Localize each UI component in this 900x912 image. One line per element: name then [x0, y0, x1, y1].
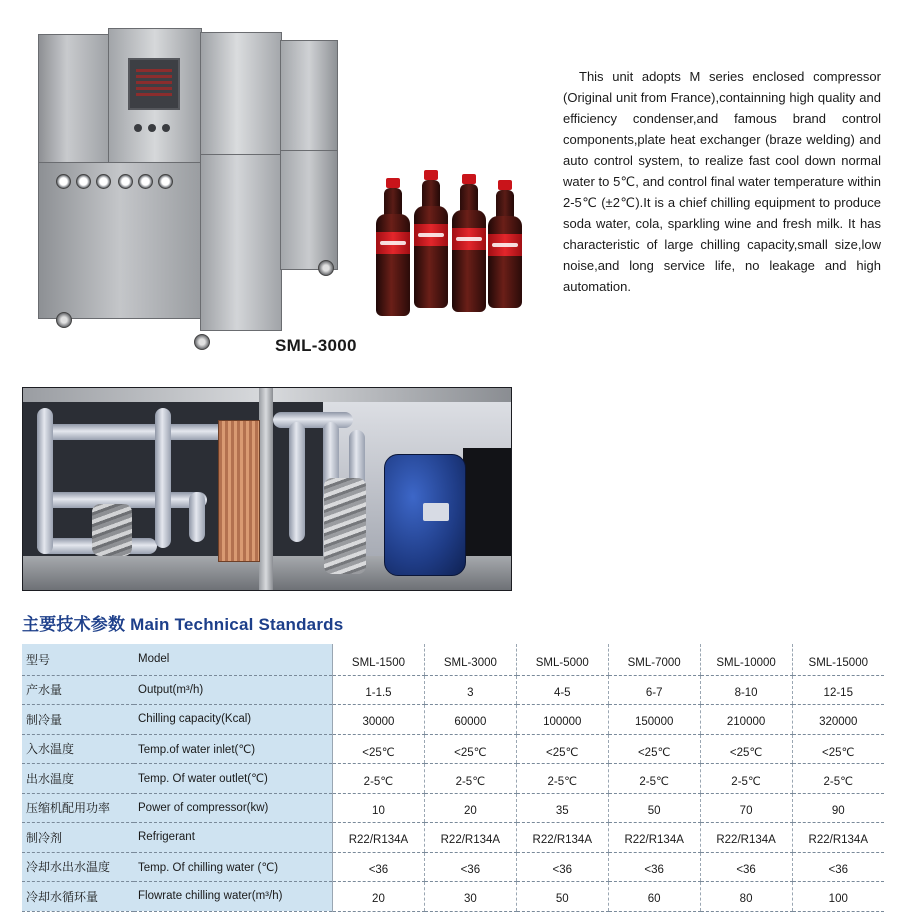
table-row	[22, 705, 884, 735]
cabinet-upper-side-panel	[200, 32, 282, 156]
table-cell: 50	[608, 793, 700, 823]
model-column-header: SML-15000	[792, 644, 884, 675]
table-cell: <25℃	[424, 734, 516, 764]
table-cell: 4-5	[516, 675, 608, 705]
table-cell: 2-5℃	[700, 764, 792, 794]
water-pipe	[189, 492, 205, 542]
insulated-pipe-icon	[92, 504, 132, 556]
insulated-pipe-icon	[324, 478, 366, 574]
table-cell: 320000	[792, 705, 884, 735]
table-cell: 3	[424, 675, 516, 705]
row-label-english: Chilling capacity(Kcal)	[134, 705, 333, 735]
table-cell: <36	[516, 852, 608, 882]
table-cell: 6-7	[608, 675, 700, 705]
pressure-gauge-icon	[138, 174, 153, 189]
table-cell: 10	[333, 793, 425, 823]
water-pipe	[289, 422, 305, 542]
table-heading: 主要技术参数 Main Technical Standards	[22, 615, 344, 634]
row-label-chinese: 冷却水出水温度	[22, 852, 134, 882]
table-cell: <36	[792, 852, 884, 882]
table-cell: 2-5℃	[608, 764, 700, 794]
table-cell: <25℃	[333, 734, 425, 764]
row-label-chinese: 型号	[22, 644, 134, 675]
frame-center-post	[259, 388, 273, 590]
table-cell: 20	[424, 793, 516, 823]
row-label-english: Power of compressor(kw)	[134, 793, 333, 823]
water-pipe	[37, 408, 53, 554]
table-cell: R22/R134A	[792, 823, 884, 853]
caster-wheel-icon	[318, 260, 334, 276]
row-label-chinese: 产水量	[22, 675, 134, 705]
table-cell: 90	[792, 793, 884, 823]
table-cell: 2-5℃	[424, 764, 516, 794]
table-cell: 12-15	[792, 675, 884, 705]
table-cell: 100000	[516, 705, 608, 735]
table-cell: 2-5℃	[792, 764, 884, 794]
chiller-unit-image	[30, 22, 340, 352]
row-label-chinese: 冷却水循环量	[22, 882, 134, 912]
control-knob-icon	[162, 124, 170, 132]
pressure-gauge-icon	[56, 174, 71, 189]
cola-bottles-image	[360, 0, 530, 330]
model-column-header: SML-1500	[333, 644, 425, 675]
row-label-chinese: 入水温度	[22, 734, 134, 764]
model-column-header: SML-3000	[424, 644, 516, 675]
table-cell: 1-1.5	[333, 675, 425, 705]
table-cell: 60	[608, 882, 700, 912]
table-cell: <25℃	[700, 734, 792, 764]
table-cell: R22/R134A	[700, 823, 792, 853]
water-pipe	[155, 408, 171, 548]
interior-shadow	[463, 448, 511, 558]
table-cell: <25℃	[516, 734, 608, 764]
table-cell: 30000	[333, 705, 425, 735]
cabinet-lower-side-panel	[200, 154, 282, 331]
table-cell: 60000	[424, 705, 516, 735]
table-row	[22, 882, 884, 912]
table-cell: 8-10	[700, 675, 792, 705]
table-row	[22, 823, 884, 853]
table-cell: <36	[700, 852, 792, 882]
caster-wheel-icon	[56, 312, 72, 328]
table-cell: 30	[424, 882, 516, 912]
control-knob-icon	[134, 124, 142, 132]
table-header-row	[22, 644, 884, 675]
row-label-english: Temp.of water inlet(℃)	[134, 734, 333, 764]
cola-bottle-icon	[414, 170, 448, 310]
row-label-english: Temp. Of chilling water (℃)	[134, 852, 333, 882]
table-cell: <36	[424, 852, 516, 882]
cabinet-lower-rear-panel	[280, 150, 338, 270]
table-cell: R22/R134A	[608, 823, 700, 853]
table-row	[22, 734, 884, 764]
cola-bottle-icon	[452, 174, 486, 314]
table-row	[22, 852, 884, 882]
row-label-chinese: 压缩机配用功率	[22, 793, 134, 823]
cabinet-upper-rear-panel	[280, 40, 338, 152]
table-cell: <36	[333, 852, 425, 882]
row-label-chinese: 制冷剂	[22, 823, 134, 853]
table-cell: 210000	[700, 705, 792, 735]
control-display-icon	[128, 58, 180, 110]
row-label-english: Output(m³/h)	[134, 675, 333, 705]
control-knob-icon	[148, 124, 156, 132]
row-label-english: Temp. Of water outlet(℃)	[134, 764, 333, 794]
row-label-english: Model	[134, 644, 333, 675]
technical-standards-table	[22, 644, 884, 912]
compressor-icon	[384, 454, 466, 576]
pressure-gauge-icon	[118, 174, 133, 189]
table-cell: 35	[516, 793, 608, 823]
model-column-header: SML-5000	[516, 644, 608, 675]
table-cell: 100	[792, 882, 884, 912]
row-label-english: Flowrate chilling water(m³/h)	[134, 882, 333, 912]
table-row	[22, 793, 884, 823]
pressure-gauge-icon	[96, 174, 111, 189]
table-cell: 50	[516, 882, 608, 912]
table-cell: R22/R134A	[424, 823, 516, 853]
table-cell: 2-5℃	[333, 764, 425, 794]
table-cell: R22/R134A	[516, 823, 608, 853]
table-cell: <25℃	[608, 734, 700, 764]
caster-wheel-icon	[194, 334, 210, 350]
water-pipe	[37, 424, 237, 440]
row-label-english: Refrigerant	[134, 823, 333, 853]
table-row	[22, 764, 884, 794]
plate-heat-exchanger-icon	[218, 420, 260, 562]
table-cell: R22/R134A	[333, 823, 425, 853]
cola-bottle-icon	[488, 180, 522, 310]
model-column-header: SML-10000	[700, 644, 792, 675]
pressure-gauge-icon	[158, 174, 173, 189]
row-label-chinese: 制冷量	[22, 705, 134, 735]
product-description: This unit adopts M series enclosed compressor (Original unit from France),containning high quality and efficiency condenser,and famous brand control components,plate heat exchanger (braze welding) and auto control system, to realize fast cool down normal water to 5℃, and control final water temperature within 2-5℃ (±2℃).It is a chief chilling equipment to produce soda water, cola, sparkling wine and fresh milk. It has characteristic of large chilling capacity,small size,low noise,and long service life, no leakage and high automation.	[563, 69, 881, 294]
table-cell: 80	[700, 882, 792, 912]
pressure-gauge-icon	[76, 174, 91, 189]
row-label-chinese: 出水温度	[22, 764, 134, 794]
cabinet-upper-left-door	[38, 34, 110, 164]
water-pipe	[273, 412, 353, 428]
table-row	[22, 675, 884, 705]
table-cell: 70	[700, 793, 792, 823]
model-caption: SML-3000	[275, 336, 357, 355]
cola-bottle-icon	[376, 178, 410, 318]
table-body	[22, 644, 884, 911]
table-cell: <36	[608, 852, 700, 882]
table-cell: <25℃	[792, 734, 884, 764]
model-column-header: SML-7000	[608, 644, 700, 675]
table-cell: 2-5℃	[516, 764, 608, 794]
table-cell: 20	[333, 882, 425, 912]
table-cell: 150000	[608, 705, 700, 735]
